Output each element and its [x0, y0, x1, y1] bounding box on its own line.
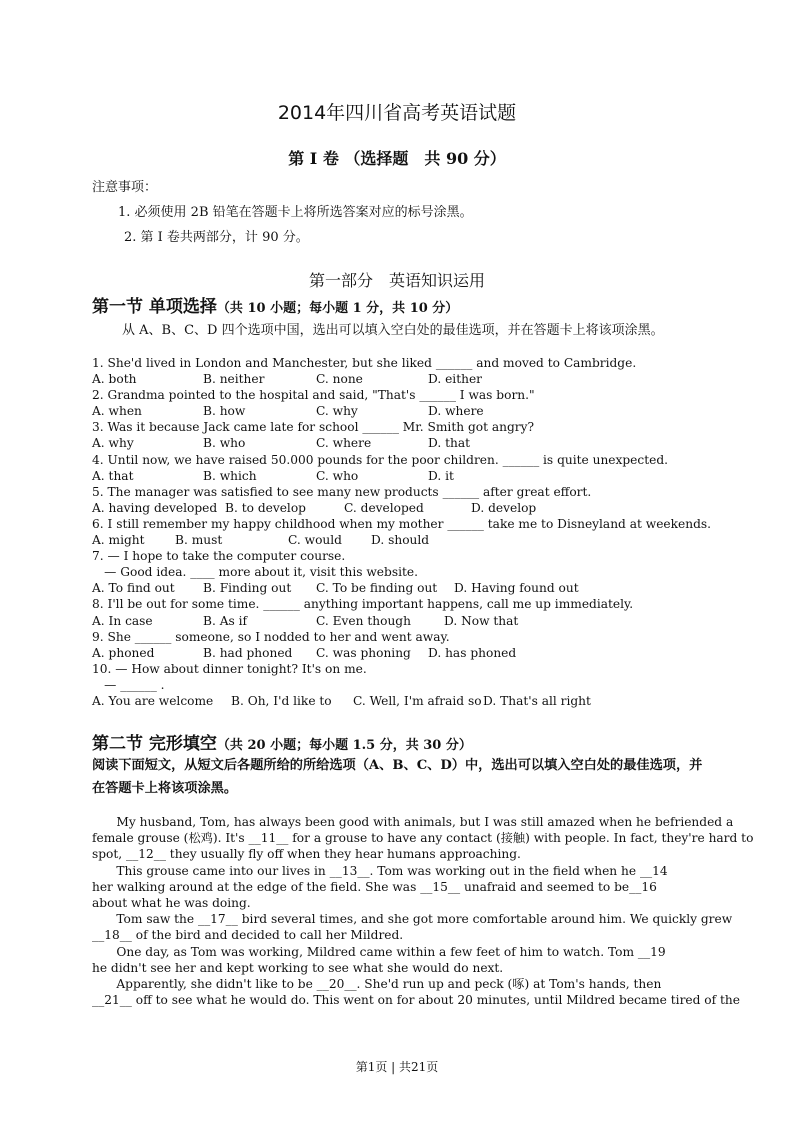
answer-option: D. either: [428, 372, 482, 387]
section2-name: 第二节 完形填空: [92, 734, 217, 754]
exam-title: 2014年四川省高考英语试题: [277, 102, 517, 124]
passage-line: spot, __12__ they usually fly off when they hear humans approaching.: [92, 847, 521, 862]
answer-options: [92, 613, 732, 629]
answer-option: D. Now that: [444, 613, 519, 628]
question-text: 3. Was it because Jack came late for school ______ Mr. Smith got angry?: [92, 420, 535, 435]
passage-line: One day, as Tom was working, Mildred came within a few feet of him to watch. Tom __19: [92, 944, 666, 959]
section1-heading: [92, 292, 458, 317]
answer-option: C. Even though: [316, 613, 411, 628]
answer-option: D. develop: [471, 500, 537, 515]
answer-option: A. To find out: [92, 581, 175, 596]
answer-option: B. Finding out: [203, 581, 292, 596]
notice-heading: 注意事项：: [92, 180, 158, 195]
section2-instruction: 阅读下面短文，从短文后各题所给的所给选项（A、B、C、D）中，选出可以填入空白处的最佳选项，并在答题卡上将该项涂黑。: [92, 758, 703, 796]
answer-option: B. which: [203, 468, 257, 483]
answer-option: C. who: [316, 468, 359, 483]
answer-option: B. who: [203, 436, 246, 451]
question-text: 10. — How about dinner tonight? It's on me.: [92, 661, 367, 676]
question-text: — Good idea. ____ more about it, visit this website.: [92, 565, 418, 580]
exam-subtitle: 第 I 卷 （选择题 共 90 分）: [288, 149, 506, 168]
passage-line: about what he was doing.: [92, 895, 251, 910]
answer-options: [92, 371, 732, 387]
answer-option: D. That's all right: [483, 693, 591, 708]
answer-option: A. You are welcome: [92, 693, 214, 708]
answer-option: A. having developed: [92, 500, 218, 515]
question-text: 7. — I hope to take the computer course.: [92, 549, 346, 564]
notice-item-2: 2. 第 I 卷共两部分，计 90 分。: [124, 230, 309, 245]
passage-line: __21__ off to see what he would do. This went on for about 20 minutes, until Mildred became tired of the: [92, 993, 740, 1008]
answer-option: A. why: [92, 436, 134, 451]
answer-option: D. should: [371, 533, 430, 548]
answer-option: B. Oh, I'd like to: [231, 693, 332, 708]
answer-option: C. was phoning: [316, 645, 411, 660]
answer-options: [92, 468, 732, 484]
answer-option: A. when: [92, 404, 142, 419]
passage-line: __18__ of the bird and decided to call her Mildred.: [92, 928, 404, 943]
answer-option: D. Having found out: [454, 581, 579, 596]
answer-option: C. To be finding out: [316, 581, 438, 596]
passage-line: Apparently, she didn't like to be __20__. She'd run up and peck (啄) at Tom's hands, then: [92, 976, 662, 991]
answer-options: [92, 435, 732, 451]
answer-option: C. none: [316, 372, 363, 387]
answer-option: B. had phoned: [203, 645, 293, 660]
passage-line: Tom saw the __17__ bird several times, and she got more comfortable around him. We quickly grew: [92, 912, 733, 927]
passage-line: he didn't see her and kept working to see what she would do next.: [92, 960, 504, 975]
answer-options: [92, 532, 732, 548]
question-text: 1. She'd lived in London and Manchester, but she liked ______ and moved to Cambridge.: [92, 356, 637, 370]
question-text: — ______ .: [92, 677, 165, 692]
question-text: 8. I'll be out for some time. ______ anything important happens, call me up immediately.: [92, 597, 634, 612]
answer-option: C. Well, I'm afraid so: [353, 693, 482, 708]
question-text: 9. She ______ someone, so I nodded to her and went away.: [92, 629, 450, 644]
answer-option: B. must: [175, 533, 223, 548]
answer-options: [92, 580, 732, 596]
answer-options: [92, 403, 732, 419]
answer-options: [92, 500, 732, 516]
passage-line: female grouse (松鸡). It's __11__ for a grouse to have any contact (接触) with people. In fact, they're hard to: [92, 831, 754, 846]
answer-option: B. to develop: [225, 500, 306, 515]
answer-option: A. In case: [92, 613, 153, 628]
notice-item-1: 1. 必须使用 2B 铅笔在答题卡上将所选答案对应的标号涂黑。: [118, 205, 473, 220]
passage-line: This grouse came into our lives in __13__. Tom was working out in the field when he __14: [92, 863, 668, 878]
answer-options: [92, 693, 732, 709]
part-heading: 第一部分 英语知识运用: [308, 271, 485, 290]
answer-option: B. As if: [203, 613, 248, 628]
answer-option: A. phoned: [92, 645, 155, 660]
answer-option: A. might: [92, 533, 145, 548]
answer-option: C. would: [288, 533, 342, 548]
question-text: 5. The manager was satisfied to see many new products ______ after great effort.: [92, 484, 592, 499]
answer-option: B. neither: [203, 372, 265, 387]
multiple-choice-questions: [92, 355, 732, 709]
answer-option: C. developed: [344, 500, 424, 515]
answer-option: D. that: [428, 436, 470, 451]
answer-option: D. has phoned: [428, 645, 517, 660]
page-footer: 第1页 | 共21页: [355, 1060, 439, 1074]
section2-info: （共 20 小题；每小题 1.5 分，共 30 分）: [216, 738, 472, 753]
question-text: 2. Grandma pointed to the hospital and said, "That's ______ I was born.": [92, 388, 535, 403]
answer-option: A. that: [92, 468, 134, 483]
answer-options: [92, 645, 732, 661]
passage-line: her walking around at the edge of the field. She was __15__ unafraid and seemed to be__16: [92, 879, 657, 894]
section1-info: （共 10 小题；每小题 1 分，共 10 分）: [216, 301, 459, 316]
answer-option: A. both: [92, 372, 137, 387]
question-text: 4. Until now, we have raised 50.000 pounds for the poor children. ______ is quite unexpected.: [92, 452, 669, 467]
section1-instruction: 从 A、B、C、D 四个选项中国，选出可以填入空白处的最佳选项，并在答题卡上将该项涂黑。: [122, 323, 664, 338]
passage-line: My husband, Tom, has always been good with animals, but I was still amazed when he befriended a: [92, 815, 734, 829]
answer-option: B. how: [203, 404, 246, 419]
section2-heading: [92, 729, 472, 754]
answer-option: D. where: [428, 404, 484, 419]
section1-name: 第一节 单项选择: [92, 297, 217, 317]
question-text: 6. I still remember my happy childhood when my mother ______ take me to Disneyland at weekends.: [92, 516, 711, 531]
answer-option: C. where: [316, 436, 372, 451]
cloze-passage: [92, 814, 754, 1008]
answer-option: C. why: [316, 404, 358, 419]
answer-option: D. it: [428, 468, 454, 483]
